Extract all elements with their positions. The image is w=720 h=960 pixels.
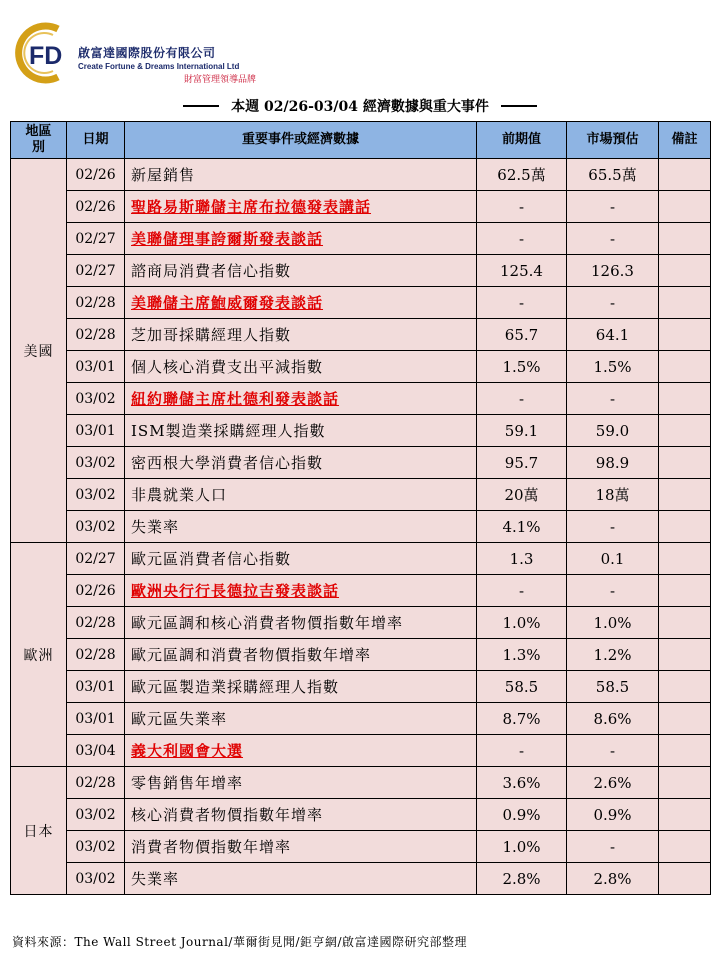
table-row	[11, 703, 711, 735]
company-name: 啟富達國際股份有限公司	[78, 46, 216, 60]
date-cell: 02/26	[67, 575, 125, 607]
event-cell: 失業率	[125, 863, 477, 895]
previous-value-cell: -	[477, 735, 567, 767]
date-cell: 02/27	[67, 223, 125, 255]
previous-value-cell: -	[477, 191, 567, 223]
table-row	[11, 831, 711, 863]
header-note: 備註	[659, 122, 711, 159]
previous-value-cell: 1.3%	[477, 639, 567, 671]
event-cell: 個人核心消費支出平減指數	[125, 351, 477, 383]
forecast-value-cell: 0.1	[567, 543, 659, 575]
table-row	[11, 543, 711, 575]
table-row	[11, 767, 711, 799]
note-cell	[659, 799, 711, 831]
title-rule-right	[501, 105, 537, 107]
event-cell: 歐元區消費者信心指數	[125, 543, 477, 575]
forecast-value-cell: -	[567, 575, 659, 607]
event-cell: 歐元區調和消費者物價指數年增率	[125, 639, 477, 671]
note-cell	[659, 735, 711, 767]
note-cell	[659, 351, 711, 383]
table-row	[11, 223, 711, 255]
note-cell	[659, 543, 711, 575]
date-cell: 03/02	[67, 511, 125, 543]
previous-value-cell: 4.1%	[477, 511, 567, 543]
forecast-value-cell: 2.8%	[567, 863, 659, 895]
event-cell: 密西根大學消費者信心指數	[125, 447, 477, 479]
forecast-value-cell: 1.5%	[567, 351, 659, 383]
event-cell: 芝加哥採購經理人指數	[125, 319, 477, 351]
forecast-value-cell: 65.5萬	[567, 159, 659, 191]
note-cell	[659, 607, 711, 639]
event-cell: 消費者物價指數年增率	[125, 831, 477, 863]
forecast-value-cell: 1.0%	[567, 607, 659, 639]
event-cell: 新屋銷售	[125, 159, 477, 191]
company-logo	[14, 20, 257, 88]
table-row	[11, 607, 711, 639]
note-cell	[659, 287, 711, 319]
event-cell: ISM製造業採購經理人指數	[125, 415, 477, 447]
previous-value-cell: 1.0%	[477, 607, 567, 639]
table-row	[11, 383, 711, 415]
forecast-value-cell: 8.6%	[567, 703, 659, 735]
event-cell: 美聯儲理事誇爾斯發表談話	[125, 223, 477, 255]
forecast-value-cell: 1.2%	[567, 639, 659, 671]
event-cell: 諮商局消費者信心指數	[125, 255, 477, 287]
date-cell: 02/28	[67, 287, 125, 319]
date-cell: 03/02	[67, 479, 125, 511]
date-cell: 02/28	[67, 319, 125, 351]
date-cell: 03/01	[67, 703, 125, 735]
date-cell: 03/02	[67, 831, 125, 863]
previous-value-cell: 0.9%	[477, 799, 567, 831]
previous-value-cell: 1.5%	[477, 351, 567, 383]
company-slogan: 財富管理領導品牌	[184, 75, 257, 85]
previous-value-cell: -	[477, 383, 567, 415]
date-cell: 02/27	[67, 255, 125, 287]
event-cell: 歐元區調和核心消費者物價指數年增率	[125, 607, 477, 639]
event-cell: 歐元區失業率	[125, 703, 477, 735]
forecast-value-cell: -	[567, 831, 659, 863]
table-row	[11, 319, 711, 351]
header-forecast: 市場預估	[567, 122, 659, 159]
header-event: 重要事件或經濟數據	[125, 122, 477, 159]
forecast-value-cell: -	[567, 287, 659, 319]
date-cell: 03/02	[67, 863, 125, 895]
logo-emblem-icon	[14, 20, 76, 86]
note-cell	[659, 255, 711, 287]
event-cell: 美聯儲主席鮑威爾發表談話	[125, 287, 477, 319]
forecast-value-cell: 0.9%	[567, 799, 659, 831]
note-cell	[659, 831, 711, 863]
event-cell: 義大利國會大選	[125, 735, 477, 767]
forecast-value-cell: 58.5	[567, 671, 659, 703]
region-cell: 美國	[11, 159, 67, 543]
table-row	[11, 415, 711, 447]
note-cell	[659, 447, 711, 479]
note-cell	[659, 863, 711, 895]
note-cell	[659, 159, 711, 191]
table-row	[11, 351, 711, 383]
note-cell	[659, 671, 711, 703]
note-cell	[659, 479, 711, 511]
event-cell: 非農就業人口	[125, 479, 477, 511]
page-title-row	[0, 95, 720, 117]
event-cell: 歐洲央行行長德拉吉發表談話	[125, 575, 477, 607]
event-cell: 聖路易斯聯儲主席布拉德發表講話	[125, 191, 477, 223]
date-cell: 03/04	[67, 735, 125, 767]
source-note: 資料來源：The Wall Street Journal/華爾街見聞/鉅亨網/啟富達國際研究部整理	[12, 935, 468, 949]
previous-value-cell: 20萬	[477, 479, 567, 511]
table-row	[11, 671, 711, 703]
note-cell	[659, 575, 711, 607]
table-header-row	[11, 122, 711, 159]
forecast-value-cell: 2.6%	[567, 767, 659, 799]
date-cell: 03/02	[67, 799, 125, 831]
note-cell	[659, 191, 711, 223]
forecast-value-cell: -	[567, 383, 659, 415]
table-row	[11, 575, 711, 607]
table-row	[11, 447, 711, 479]
previous-value-cell: 3.6%	[477, 767, 567, 799]
note-cell	[659, 511, 711, 543]
previous-value-cell: 2.8%	[477, 863, 567, 895]
date-cell: 03/01	[67, 415, 125, 447]
note-cell	[659, 639, 711, 671]
table-row	[11, 511, 711, 543]
note-cell	[659, 415, 711, 447]
table-row	[11, 255, 711, 287]
note-cell	[659, 319, 711, 351]
date-cell: 03/02	[67, 447, 125, 479]
table-row	[11, 863, 711, 895]
forecast-value-cell: 98.9	[567, 447, 659, 479]
table-row	[11, 735, 711, 767]
previous-value-cell: -	[477, 575, 567, 607]
previous-value-cell: 58.5	[477, 671, 567, 703]
table-row	[11, 639, 711, 671]
previous-value-cell: 1.3	[477, 543, 567, 575]
header-region: 地區別	[11, 122, 67, 159]
date-cell: 02/26	[67, 191, 125, 223]
previous-value-cell: 1.0%	[477, 831, 567, 863]
note-cell	[659, 223, 711, 255]
table-row	[11, 159, 711, 191]
event-cell: 核心消費者物價指數年增率	[125, 799, 477, 831]
table-row	[11, 287, 711, 319]
economic-events-table	[10, 121, 711, 895]
date-cell: 02/27	[67, 543, 125, 575]
date-cell: 03/02	[67, 383, 125, 415]
event-cell: 紐約聯儲主席杜德利發表談話	[125, 383, 477, 415]
date-cell: 02/28	[67, 639, 125, 671]
previous-value-cell: 59.1	[477, 415, 567, 447]
note-cell	[659, 703, 711, 735]
previous-value-cell: -	[477, 287, 567, 319]
date-cell: 02/28	[67, 607, 125, 639]
event-cell: 歐元區製造業採購經理人指數	[125, 671, 477, 703]
forecast-value-cell: -	[567, 735, 659, 767]
previous-value-cell: 65.7	[477, 319, 567, 351]
forecast-value-cell: -	[567, 223, 659, 255]
event-cell: 零售銷售年增率	[125, 767, 477, 799]
previous-value-cell: 8.7%	[477, 703, 567, 735]
date-cell: 02/26	[67, 159, 125, 191]
event-cell: 失業率	[125, 511, 477, 543]
page-title: 本週 02/26-03/04 經濟數據與重大事件	[231, 99, 489, 115]
table-row	[11, 479, 711, 511]
previous-value-cell: 62.5萬	[477, 159, 567, 191]
forecast-value-cell: 64.1	[567, 319, 659, 351]
forecast-value-cell: -	[567, 191, 659, 223]
date-cell: 03/01	[67, 671, 125, 703]
region-cell: 歐洲	[11, 543, 67, 767]
forecast-value-cell: 59.0	[567, 415, 659, 447]
forecast-value-cell: 126.3	[567, 255, 659, 287]
date-cell: 02/28	[67, 767, 125, 799]
note-cell	[659, 767, 711, 799]
table-body	[11, 159, 711, 895]
forecast-value-cell: 18萬	[567, 479, 659, 511]
table-row	[11, 191, 711, 223]
date-cell: 03/01	[67, 351, 125, 383]
note-cell	[659, 383, 711, 415]
header-previous: 前期值	[477, 122, 567, 159]
previous-value-cell: -	[477, 223, 567, 255]
company-name-en: Create Fortune & Dreams International Ltd	[78, 62, 240, 71]
previous-value-cell: 95.7	[477, 447, 567, 479]
previous-value-cell: 125.4	[477, 255, 567, 287]
table-row	[11, 799, 711, 831]
header-date: 日期	[67, 122, 125, 159]
region-cell: 日本	[11, 767, 67, 895]
title-rule-left	[183, 105, 219, 107]
logo-letters: FD	[29, 42, 63, 70]
forecast-value-cell: -	[567, 511, 659, 543]
